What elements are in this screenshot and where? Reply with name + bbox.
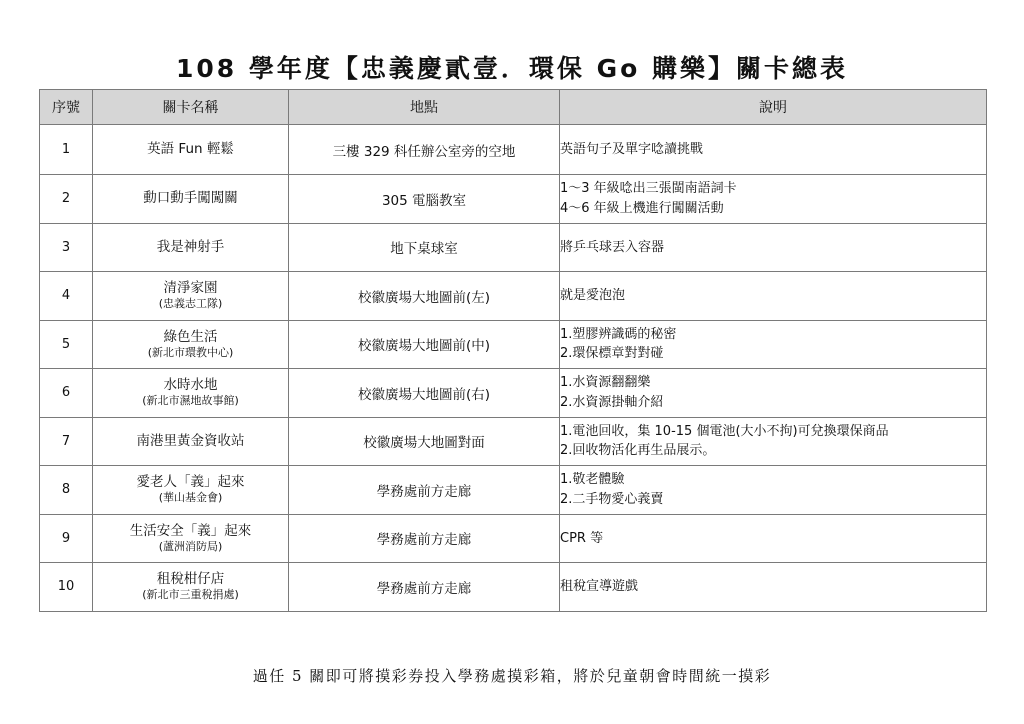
stage-location: 校徽廣場大地圖前(中) <box>289 320 560 369</box>
stage-name: 生活安全「義」起來 <box>129 522 252 539</box>
stage-description <box>560 175 987 224</box>
stage-name-cell <box>93 125 289 175</box>
row-number: 6 <box>40 369 93 418</box>
header-description: 說明 <box>560 90 987 125</box>
header-location: 地點 <box>289 90 560 125</box>
stage-name: 租稅柑仔店 <box>156 571 225 588</box>
description-line: 2.二手物愛心義賣 <box>560 491 664 507</box>
stage-name-cell <box>93 369 289 418</box>
stage-name-cell <box>93 223 289 272</box>
stage-description <box>560 272 987 321</box>
stage-name-cell <box>93 466 289 515</box>
stage-organizer: (新北市環教中心) <box>147 345 234 359</box>
stage-name-cell <box>93 417 289 466</box>
stage-description <box>560 417 987 466</box>
stage-location: 校徽廣場大地圖前(右) <box>289 369 560 418</box>
stage-location: 校徽廣場大地圖前(左) <box>289 272 560 321</box>
stage-name: 南港里黃金資收站 <box>136 432 245 449</box>
stage-description <box>560 369 987 418</box>
table-row <box>40 369 987 418</box>
footer-note: 過任 5 關即可將摸彩券投入學務處摸彩箱，將於兒童朝會時間統一摸彩 <box>252 667 772 685</box>
row-number: 2 <box>40 175 93 224</box>
stage-organizer: (忠義志工隊) <box>158 297 223 311</box>
stage-description <box>560 223 987 272</box>
stage-organizer: (蘆洲消防局) <box>158 539 223 553</box>
table-row <box>40 272 987 321</box>
stage-name-cell <box>93 175 289 224</box>
description-line: 1.敬老體驗 <box>560 472 625 488</box>
description-line: 將乒乓球丟入容器 <box>560 239 665 255</box>
table-row <box>40 466 987 515</box>
description-line: 2.環保標章對對碰 <box>560 346 664 362</box>
stage-organizer: (華山基金會) <box>158 491 223 505</box>
description-line: 1.電池回收，集 10-15 個電池(大小不拘)可兌換環保商品 <box>560 423 889 439</box>
row-number: 8 <box>40 466 93 515</box>
stage-name: 英語 Fun 輕鬆 <box>147 141 234 158</box>
header-stage-name: 關卡名稱 <box>93 90 289 125</box>
description-line: 1～3 年級唸出三張閩南語詞卡 <box>560 181 737 197</box>
stage-description <box>560 563 987 612</box>
row-number: 3 <box>40 223 93 272</box>
table-row <box>40 320 987 369</box>
description-line: 2.回收物活化再生品展示。 <box>560 443 716 459</box>
stage-description <box>560 125 987 175</box>
description-line: 1.塑膠辨識碼的秘密 <box>560 326 677 342</box>
description-line: 英語句子及單字唸讀挑戰 <box>560 141 704 157</box>
stage-table <box>39 89 987 612</box>
stage-location: 305 電腦教室 <box>289 175 560 224</box>
description-line: 1.水資源翻翻樂 <box>560 375 651 391</box>
row-number: 5 <box>40 320 93 369</box>
table-row <box>40 223 987 272</box>
page-title: 108 學年度【忠義慶貳壹．環保 Go 購樂】關卡總表 <box>176 53 848 83</box>
stage-organizer: (新北市三重稅捐處) <box>142 588 239 602</box>
table-row <box>40 563 987 612</box>
stage-description <box>560 514 987 563</box>
row-number: 7 <box>40 417 93 466</box>
header-number: 序號 <box>40 90 93 125</box>
description-line: 就是愛泡泡 <box>560 288 626 303</box>
stage-name-cell <box>93 272 289 321</box>
row-number: 10 <box>40 563 93 612</box>
stage-name-cell <box>93 514 289 563</box>
stage-location: 校徽廣場大地圖對面 <box>289 417 560 466</box>
stage-name: 清淨家園 <box>163 280 218 297</box>
description-line: 租稅宣導遊戲 <box>560 579 639 594</box>
table-row <box>40 175 987 224</box>
row-number: 1 <box>40 125 93 175</box>
row-number: 4 <box>40 272 93 321</box>
stage-description <box>560 320 987 369</box>
stage-name: 愛老人「義」起來 <box>136 474 245 491</box>
stage-description <box>560 466 987 515</box>
stage-name: 我是神射手 <box>156 238 225 255</box>
stage-name: 綠色生活 <box>163 328 218 345</box>
stage-name-cell <box>93 320 289 369</box>
description-line: 4～6 年級上機進行闖關活動 <box>560 200 724 216</box>
stage-organizer: (新北市濕地故事館) <box>142 394 239 408</box>
table-header-row <box>40 90 987 125</box>
stage-location: 學務處前方走廊 <box>289 563 560 612</box>
stage-location: 學務處前方走廊 <box>289 466 560 515</box>
stage-location: 地下桌球室 <box>289 223 560 272</box>
table-row <box>40 417 987 466</box>
table-row <box>40 125 987 175</box>
description-line: 2.水資源掛軸介紹 <box>560 394 664 410</box>
row-number: 9 <box>40 514 93 563</box>
stage-name: 水時水地 <box>163 377 218 394</box>
description-line: CPR 等 <box>560 530 604 546</box>
stage-name-cell <box>93 563 289 612</box>
stage-location: 三樓 329 科任辦公室旁的空地 <box>289 125 560 175</box>
stage-location: 學務處前方走廊 <box>289 514 560 563</box>
table-row <box>40 514 987 563</box>
stage-name: 動口動手闖闖關 <box>143 190 238 207</box>
